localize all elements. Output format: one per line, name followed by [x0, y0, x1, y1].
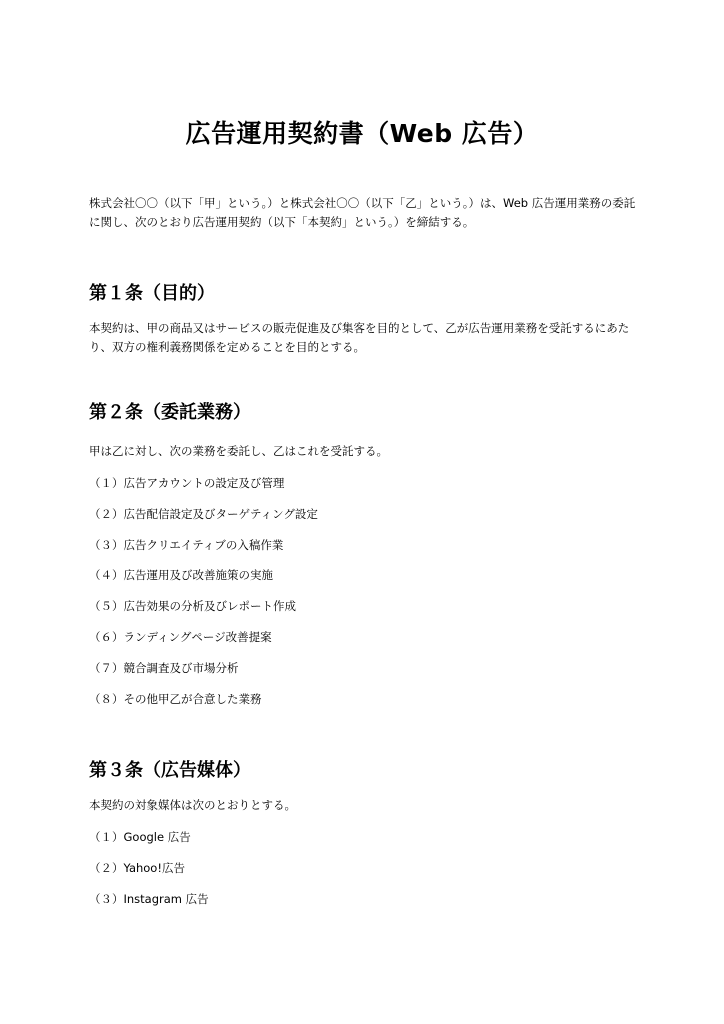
- article-3-list-item: （３）Instagram 広告: [89, 892, 209, 906]
- article-2-list-item: （１）広告アカウントの設定及び管理: [89, 476, 285, 490]
- article-3-list-item: （２）Yahoo!広告: [89, 861, 185, 875]
- article-1-body: 本契約は、甲の商品又はサービスの販売促進及び集客を目的として、乙が広告運用業務を受託するにあたり、双方の権利義務関係を定めることを目的とする。: [89, 321, 630, 354]
- article-1-heading: 第１条（目的）: [89, 283, 215, 304]
- document-title: 広告運用契約書（Web 広告）: [185, 119, 539, 148]
- article-2-intro: 甲は乙に対し、次の業務を委託し、乙はこれを受託する。: [89, 444, 388, 458]
- article-2-list-item: （６）ランディングページ改善提案: [89, 630, 272, 644]
- preamble-paragraph: 株式会社〇〇（以下「甲」という。）と株式会社〇〇（以下「乙」という。）は、Web 広告運用業務の委託に関し、次のとおり広告運用契約（以下「本契約」という。）を締結する。: [89, 196, 636, 229]
- article-2-list-item: （８）その他甲乙が合意した業務: [89, 692, 262, 706]
- article-3-heading: 第３条（広告媒体）: [89, 760, 251, 781]
- article-2-list-item: （２）広告配信設定及びターゲティング設定: [89, 507, 318, 521]
- article-3-intro: 本契約の対象媒体は次のとおりとする。: [89, 798, 296, 812]
- article-2-list-item: （３）広告クリエイティブの入稿作業: [89, 538, 284, 552]
- article-2-list-item: （５）広告効果の分析及びレポート作成: [89, 599, 296, 613]
- article-2-list-item: （４）広告運用及び改善施策の実施: [89, 568, 273, 582]
- article-2-heading: 第２条（委託業務）: [89, 402, 251, 423]
- article-2-list-item: （７）競合調査及び市場分析: [89, 661, 239, 675]
- article-3-list-item: （１）Google 広告: [89, 830, 191, 844]
